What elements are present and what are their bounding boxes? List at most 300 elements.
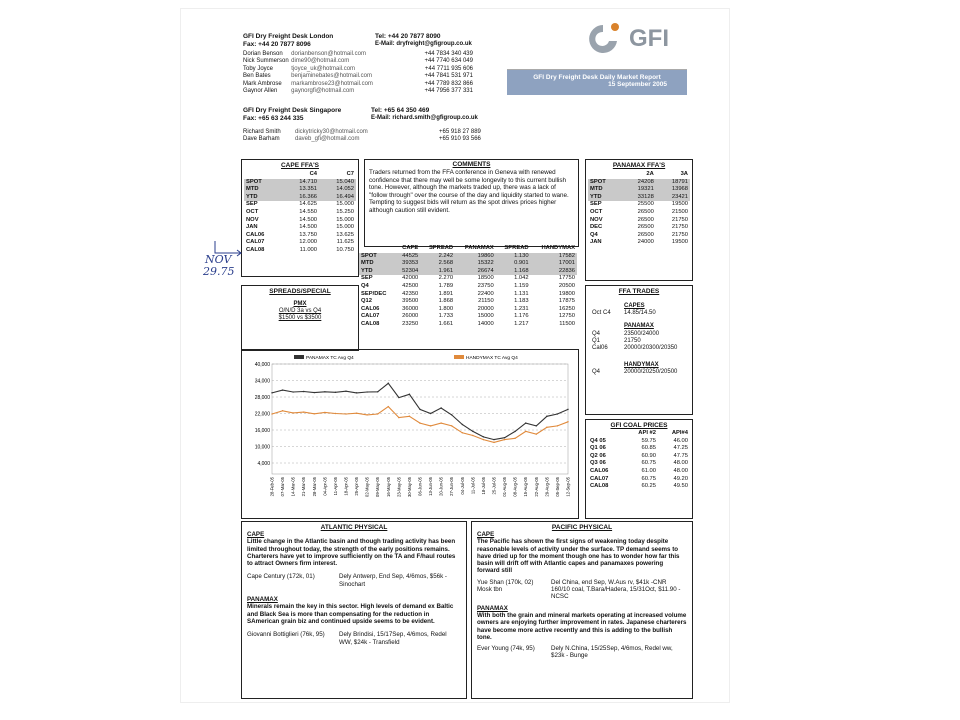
- cell-value: 42350: [402, 290, 419, 297]
- x-tick-label: 21-Mar-05: [301, 477, 307, 497]
- row-label: CAL06: [246, 231, 265, 238]
- cape-ffa-title: CAPE FFA'S: [280, 162, 320, 169]
- series-point: [493, 442, 494, 443]
- x-tick-label: 02-May-05: [364, 477, 370, 498]
- fixture-detail: Del China, end Sep, W.Aus rv, $41k -CNR: [551, 578, 667, 586]
- series-point: [483, 439, 484, 440]
- row-label: JAN: [246, 224, 258, 231]
- cell-value: 15322: [477, 260, 494, 267]
- cell-value: 24000: [637, 239, 654, 246]
- contact-row: [243, 66, 473, 73]
- fixture-detail: Dely N.China, 15/25Sep, 4/6mos, Redel ww, $23k - Bunge: [551, 645, 673, 660]
- report-title: GFI Dry Freight Desk Daily Market Report: [533, 74, 661, 81]
- row-label: CAL07: [590, 475, 609, 482]
- row-label: CAL06: [361, 305, 380, 312]
- singapore-desk-name: GFI Dry Freight Desk Singapore: [243, 107, 342, 114]
- series-point: [557, 425, 558, 426]
- cell-value: 14.710: [299, 178, 318, 185]
- atlantic-panamax-text: Minerals remain the key in this sector. High levels of demand ex Baltic and Black Sea is more than compensating for the reduction in SAmerican grain biz and continued upside seems to be evident.: [247, 603, 454, 625]
- panamax-ffa-row: [588, 217, 690, 225]
- cell-value: 47.25: [673, 445, 688, 452]
- series-point: [514, 438, 515, 439]
- contact-row: [243, 58, 473, 65]
- series-point: [282, 410, 283, 411]
- pacific-panamax-fixture: [472, 641, 692, 660]
- series-point: [377, 391, 378, 392]
- spread-row: [359, 268, 577, 276]
- coal-row: [588, 453, 690, 461]
- x-tick-label: 15-Aug-05: [523, 477, 529, 497]
- spreads-special-box: [241, 285, 359, 351]
- cell-value: 16.366: [299, 193, 318, 200]
- atlantic-cape-text: Little change in the Atlantic basin and though trading activity has been limited throughout today, the strength of the early positions remains. Charterers have yet to improve sufficiently on the TA and F/haul routes to attract Owners firm interest.: [247, 538, 456, 568]
- report-page: [180, 8, 730, 703]
- cape-ffa-col: C4: [309, 171, 318, 177]
- series-point: [536, 425, 537, 426]
- contact-name: Gaynor Allen: [243, 87, 278, 94]
- series-point: [525, 431, 526, 432]
- spread-row: [359, 321, 577, 329]
- cell-value: 24208: [637, 178, 654, 185]
- panamax-ffa-header-row: [588, 171, 690, 179]
- panamax-ffa-row: [588, 232, 690, 240]
- series-point: [493, 439, 494, 440]
- cell-value: 42500: [402, 282, 419, 289]
- cell-value: 20000: [477, 305, 494, 312]
- panamax-ffa-row: [588, 209, 690, 217]
- series-point: [335, 392, 336, 393]
- x-tick-label: 16-May-05: [385, 477, 391, 498]
- trade-value: 14.85/14.50: [624, 310, 656, 317]
- cell-value: 2.568: [438, 260, 454, 267]
- comments-box: [364, 159, 579, 247]
- series-point: [525, 422, 526, 423]
- cell-value: 60.75: [641, 475, 657, 482]
- row-label: YTD: [590, 193, 602, 200]
- contact-phone: +44 7711 935 606: [424, 65, 473, 72]
- spread-col: SPREAD: [428, 245, 454, 251]
- contact-email[interactable]: benjaminebates@hotmail.com: [291, 73, 372, 80]
- row-label: SEP: [246, 201, 258, 208]
- contact-row: [243, 129, 483, 136]
- cell-value: 12.000: [299, 239, 318, 246]
- contact-row: [243, 136, 483, 143]
- fixture-vessel: Ever Young (74k, 95): [477, 645, 535, 653]
- series-point: [440, 407, 441, 408]
- trade-value: 20000/20250/20500: [624, 369, 678, 376]
- panamax-ffa-row: [588, 186, 690, 194]
- cell-value: 26674: [477, 267, 494, 274]
- panamax-ffa-row: [588, 224, 690, 232]
- x-tick-label: 09-May-05: [375, 477, 381, 498]
- cell-value: 47.75: [673, 452, 688, 459]
- cell-value: 13968: [671, 186, 688, 193]
- contact-email[interactable]: markambrose23@hotmail.com: [291, 80, 373, 87]
- series-point: [282, 389, 283, 390]
- cell-value: 1.231: [514, 305, 529, 312]
- cape-ffa-row: [244, 186, 356, 194]
- cell-value: 17875: [558, 298, 575, 305]
- series-point: [324, 391, 325, 392]
- contact-name: Mark Ambrose: [243, 80, 282, 87]
- contact-name: Dave Barham: [243, 136, 280, 143]
- spread-col: [359, 245, 395, 253]
- row-label: SEP: [590, 201, 602, 208]
- cell-value: 13.351: [299, 186, 318, 193]
- spread-table: [359, 245, 577, 329]
- cell-value: 11500: [559, 320, 575, 327]
- legend-label: PANAMAX TC Avg Q4: [306, 356, 354, 361]
- cell-value: 13.750: [299, 231, 318, 238]
- contact-email[interactable]: daveb_gfi@hotmail.com: [295, 136, 360, 143]
- series-point: [472, 431, 473, 432]
- x-tick-label: 18-Jul-05: [480, 477, 486, 495]
- row-label: CAL08: [590, 483, 609, 490]
- cell-value: 15000: [477, 313, 494, 320]
- contact-row: [243, 88, 473, 95]
- row-label: MTD: [246, 186, 259, 193]
- contact-name: Richard Smith: [243, 129, 281, 135]
- cell-value: 23750: [477, 282, 494, 289]
- cell-value: 42000: [402, 275, 419, 282]
- cell-value: 33128: [637, 193, 654, 200]
- x-tick-label: 01-Aug-05: [502, 477, 508, 497]
- series-point: [504, 437, 505, 438]
- coal-row: [588, 460, 690, 468]
- contact-row: [243, 73, 473, 80]
- trade-value: 21750: [624, 337, 641, 344]
- cell-value: 19500: [671, 201, 688, 208]
- cell-value: 1.131: [514, 290, 529, 297]
- cell-value: 26500: [637, 216, 654, 223]
- cell-value: 15.040: [336, 178, 354, 185]
- fixture-detail: Dely Brindisi, 15/17Sep, 4/6mos, Redel WW, $24k - Transfield: [339, 631, 447, 646]
- series-point: [314, 413, 315, 414]
- panamax-ffa-box: [585, 159, 693, 281]
- cell-value: 14.500: [299, 216, 318, 223]
- tc-chart: [241, 349, 579, 519]
- row-label: OCT: [246, 208, 259, 215]
- series-point: [462, 424, 463, 425]
- cell-value: 39500: [402, 298, 419, 305]
- spread-row: [359, 291, 577, 299]
- x-tick-label: 20-Jun-05: [438, 477, 444, 496]
- ffa-cape-list: [586, 310, 692, 317]
- cell-value: 21750: [671, 231, 688, 238]
- spread-row: [359, 298, 577, 306]
- ffa-handymax-list: [586, 369, 692, 376]
- ffa-cape-label: CAPES: [624, 303, 645, 309]
- spreads-special-line1: O/N/D 3a vs Q4: [278, 308, 322, 315]
- x-tick-label: 12-Sep-05: [565, 477, 571, 497]
- series-point: [271, 413, 272, 414]
- gfi-logo: [581, 19, 691, 59]
- cell-value: 15.000: [336, 201, 354, 208]
- row-label: MTD: [590, 186, 603, 193]
- report-title-banner: [507, 69, 687, 95]
- series-point: [472, 435, 473, 436]
- cell-value: 1.217: [514, 320, 529, 327]
- x-tick-label: 28-Feb-05: [269, 477, 275, 497]
- x-tick-label: 11-Apr-05: [332, 477, 338, 496]
- series-point: [451, 414, 452, 415]
- pacific-cape-fixture-1: [472, 575, 692, 586]
- cell-value: 46.00: [673, 437, 688, 444]
- y-tick-label: 40,000: [254, 362, 270, 368]
- legend-swatch: [454, 355, 464, 359]
- row-label: YTD: [361, 267, 373, 274]
- row-label: YTD: [246, 193, 258, 200]
- cell-value: 39353: [402, 260, 419, 267]
- trade-value: 23500/24000: [624, 330, 660, 337]
- cell-value: 16250: [558, 305, 575, 312]
- logo-text: GFI: [629, 25, 669, 52]
- cell-value: 26500: [637, 231, 654, 238]
- trade-value: 20000/20300/20350: [624, 345, 678, 352]
- contact-email[interactable]: dickytricky30@hotmail.com: [295, 129, 368, 135]
- cell-value: 26000: [402, 313, 419, 320]
- series-point: [356, 413, 357, 414]
- legend-label: HANDYMAX TC Avg Q4: [466, 356, 518, 361]
- panamax-ffa-table: [588, 171, 690, 247]
- x-tick-label: 08-Aug-05: [512, 477, 518, 497]
- contact-name: Nick Summerson: [243, 58, 289, 65]
- contact-email[interactable]: tjoyce_uk@hotmail.com: [291, 65, 356, 72]
- row-label: MTD: [361, 260, 374, 267]
- contact-name: Ben Bates: [243, 73, 271, 80]
- series-point: [419, 422, 420, 423]
- row-label: CAL07: [246, 239, 265, 246]
- series-point: [430, 425, 431, 426]
- series-point: [292, 391, 293, 392]
- cell-value: 1.868: [438, 298, 454, 305]
- contact-email[interactable]: dorianbenson@hotmail.com: [291, 51, 366, 57]
- spread-row: [359, 253, 577, 261]
- cell-value: 2.242: [438, 252, 454, 259]
- spread-row: [359, 306, 577, 314]
- singapore-tel: Tel: +65 64 350 469: [371, 107, 430, 114]
- cell-value: 60.85: [641, 445, 657, 452]
- x-tick-label: 30-May-05: [406, 477, 412, 498]
- cell-value: 1.130: [514, 252, 529, 259]
- cell-value: 21750: [671, 224, 688, 231]
- cell-value: 22836: [558, 267, 575, 274]
- y-tick-label: 34,000: [254, 378, 270, 385]
- spreads-special-line2: $1500 vs $3500: [278, 315, 322, 322]
- cell-value: 1.789: [438, 282, 454, 289]
- series-point: [303, 391, 304, 392]
- ffa-panamax-list: [586, 331, 692, 353]
- cell-value: 60.90: [641, 452, 657, 459]
- cell-value: 20500: [558, 282, 575, 289]
- series-point: [546, 427, 547, 428]
- trade-period: Q1: [592, 337, 601, 344]
- cell-value: 1.961: [438, 267, 454, 274]
- row-label: CAL07: [361, 313, 380, 320]
- contact-phone: +44 7789 832 866: [424, 80, 473, 87]
- contact-row: [243, 81, 473, 88]
- cell-value: 48.00: [673, 467, 688, 474]
- handwritten-line1: NOV: [205, 253, 232, 266]
- series-point: [271, 392, 272, 393]
- x-tick-label: 11-Jul-05: [470, 477, 476, 495]
- x-tick-label: 25-Jul-05: [491, 477, 497, 495]
- contact-name: Toby Joyce: [243, 65, 274, 72]
- cell-value: 13.625: [336, 231, 354, 238]
- contact-name: Dorian Benson: [243, 51, 283, 57]
- x-tick-label: 05-Sep-05: [554, 477, 560, 497]
- row-label: Q12: [361, 298, 372, 305]
- row-label: SPOT: [590, 178, 606, 185]
- panamax-ffa-row: [588, 239, 690, 247]
- cell-value: 1.800: [438, 305, 454, 312]
- spread-row: [359, 275, 577, 283]
- series-point: [567, 421, 568, 422]
- contact-phone: +65 918 27 889: [439, 129, 481, 135]
- x-tick-label: 07-Mar-05: [280, 477, 286, 497]
- atlantic-title: ATLANTIC PHYSICAL: [320, 524, 388, 531]
- row-label: SPOT: [361, 252, 377, 259]
- coal-col: API #2: [638, 430, 657, 436]
- x-tick-label: 22-Aug-05: [533, 477, 539, 497]
- fixture-vessel: Yue Shan (170k, 02): [477, 578, 534, 586]
- y-tick-label: 4,000: [257, 461, 270, 467]
- series-point: [409, 394, 410, 395]
- cell-value: 25500: [637, 201, 654, 208]
- singapore-fax: Fax: +65 63 244 335: [243, 115, 304, 122]
- series-point: [440, 422, 441, 423]
- spread-col: HANDYMAX: [541, 245, 575, 251]
- atlantic-cape-fixture: [242, 567, 466, 588]
- cell-value: 17001: [558, 260, 575, 267]
- y-tick-label: 28,000: [254, 395, 270, 401]
- coal-title: GFI COAL PRICES: [610, 422, 668, 429]
- cape-ffa-row: [244, 194, 356, 202]
- panamax-ffa-row: [588, 201, 690, 209]
- contact-phone: +44 7834 340 439: [424, 51, 473, 57]
- cell-value: 12750: [558, 313, 575, 320]
- singapore-contact-list: [243, 129, 483, 144]
- coal-col: API#4: [671, 430, 688, 436]
- x-tick-label: 27-Jun-05: [449, 477, 455, 496]
- panamax-ffa-col: 2A: [646, 171, 654, 177]
- cell-value: 1.168: [514, 267, 529, 274]
- panamax-ffa-row: [588, 179, 690, 187]
- comments-text: Traders returned from the FFA conference in Geneva with renewed confidence that there may well be some longevity to this current bullish tone. However, although the markets traded up, there was a lack of "follow through" over the course of the day and liquidity started to wane. Tempting to suggest bids will return as the spot drives prices higher although caution still evident.: [369, 169, 569, 214]
- spread-header-row: [359, 245, 577, 253]
- cell-value: 1.733: [438, 313, 454, 320]
- row-label: SPOT: [246, 178, 262, 185]
- report-date: 15 September 2005: [608, 81, 667, 88]
- series-point: [314, 392, 315, 393]
- cell-value: 26500: [637, 208, 654, 215]
- row-label: DEC: [590, 224, 603, 231]
- cell-value: 2.270: [438, 275, 454, 282]
- pacific-panamax-label: PANAMAX: [477, 604, 508, 612]
- x-tick-label: 04-Jul-05: [459, 477, 465, 495]
- spread-row: [359, 313, 577, 321]
- trade-row: [586, 345, 692, 352]
- row-label: CAL08: [361, 320, 380, 327]
- series-point: [483, 436, 484, 437]
- cell-value: 15.000: [336, 216, 354, 223]
- cell-value: 14000: [477, 320, 494, 327]
- series-point: [546, 416, 547, 417]
- trade-row: [586, 369, 692, 376]
- x-tick-label: 29-Aug-05: [544, 477, 550, 497]
- london-contact-list: [243, 51, 473, 95]
- row-label: Q3 06: [590, 460, 606, 467]
- x-tick-label: 14-Mar-05: [290, 477, 296, 497]
- atlantic-panamax-fixture: [242, 625, 466, 646]
- spread-row: [359, 283, 577, 291]
- cell-value: 48.00: [673, 460, 688, 467]
- series-point: [514, 431, 515, 432]
- contact-phone: +44 7740 634 049: [424, 58, 473, 65]
- row-label: Q4: [590, 231, 598, 238]
- contact-phone: +44 7956 377 331: [424, 87, 473, 94]
- cape-ffa-col: C7: [346, 171, 354, 177]
- cell-value: 18791: [671, 178, 688, 185]
- panamax-ffa-row: [588, 194, 690, 202]
- contact-email[interactable]: gaynorgfi@hotmail.com: [291, 87, 355, 94]
- london-email: [375, 41, 472, 48]
- cell-value: 21150: [478, 298, 494, 305]
- series-point: [324, 412, 325, 413]
- legend-swatch: [294, 355, 304, 359]
- comments-title: COMMENTS: [452, 161, 491, 168]
- series-point: [335, 413, 336, 414]
- contact-email[interactable]: dime90@hotmail.com: [291, 58, 350, 65]
- row-label: NOV: [246, 216, 259, 223]
- trade-row: [586, 331, 692, 338]
- cell-value: 22400: [477, 290, 494, 297]
- cell-value: 18500: [477, 275, 494, 282]
- cell-value: 14.625: [299, 201, 318, 208]
- cell-value: 21750: [671, 216, 688, 223]
- cell-value: 17750: [558, 275, 575, 282]
- fixture-vessel: Giovanni Bottiglieri (76k, 95): [247, 631, 325, 639]
- cell-value: 61.00: [641, 467, 657, 474]
- spread-col: SPREAD: [504, 245, 529, 251]
- trade-period: Oct C4: [592, 310, 611, 317]
- cape-ffa-row: [244, 179, 356, 187]
- series-point: [377, 413, 378, 414]
- pacific-panamax-text: With both the grain and mineral markets operating at increased volume owners are enjoying further improvement in rates. Japanese charterers have become more active recently and this is adding to the bullish tone.: [477, 611, 687, 641]
- coal-row: [588, 445, 690, 453]
- cell-value: 19800: [558, 290, 575, 297]
- series-point: [536, 433, 537, 434]
- series-point: [409, 416, 410, 417]
- x-tick-label: 13-Jun-05: [428, 477, 434, 496]
- ffa-handymax-label: HANDYMAX: [624, 362, 659, 369]
- pacific-title: PACIFIC PHYSICAL: [551, 524, 613, 531]
- series-point: [398, 417, 399, 418]
- series-point: [366, 414, 367, 415]
- london-desk-name: GFI Dry Freight Desk London: [243, 33, 334, 40]
- cell-value: 44525: [402, 252, 419, 259]
- spread-row: [359, 260, 577, 268]
- cell-value: 26500: [637, 224, 654, 231]
- spreads-special-title: SPREADS/SPECIAL: [269, 288, 331, 295]
- contact-row: [243, 51, 473, 58]
- coal-row: [588, 483, 690, 491]
- x-tick-label: 25-Apr-05: [354, 477, 360, 496]
- row-label: JAN: [590, 239, 602, 246]
- cell-value: 19860: [477, 252, 494, 259]
- x-tick-label: 06-Jun-05: [417, 477, 423, 496]
- row-label: SEP/DEC: [361, 290, 387, 297]
